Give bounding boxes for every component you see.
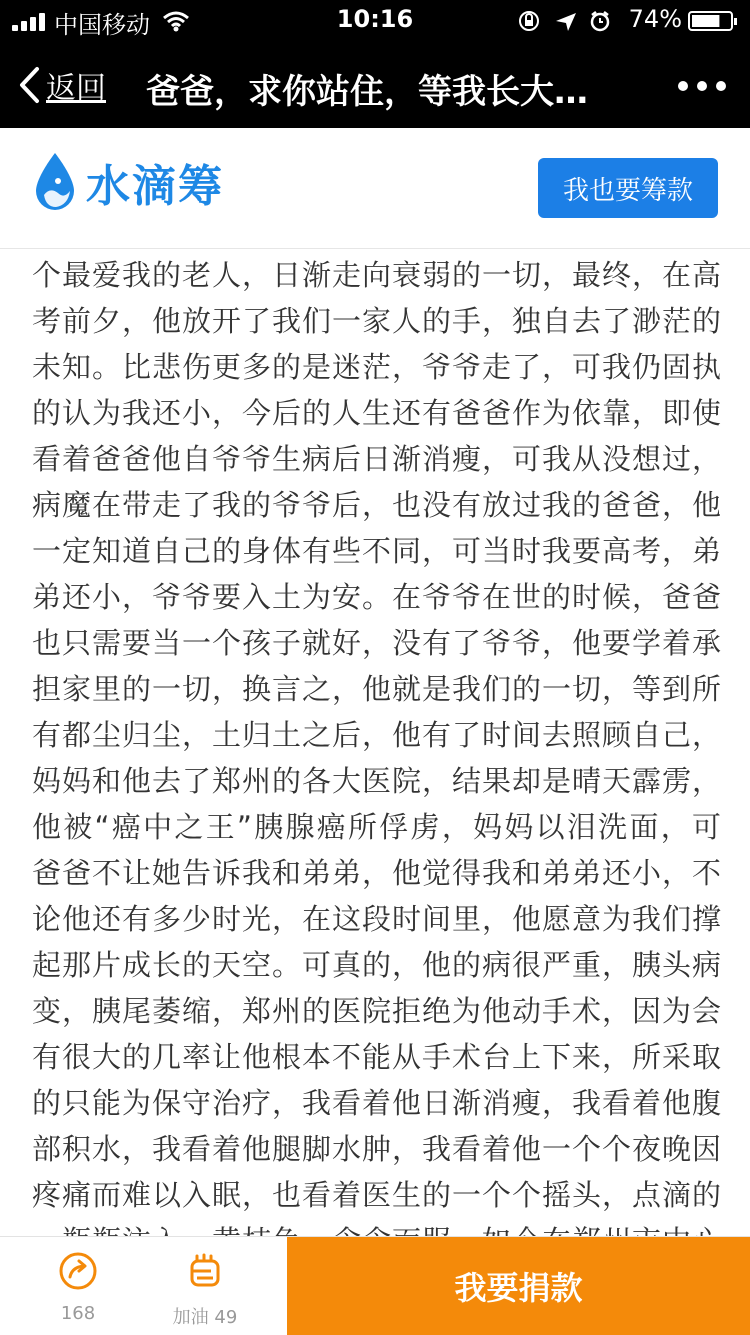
story-content: [32, 252, 722, 1236]
navigation-bar: [0, 42, 750, 128]
logo-text: 水滴筹: [86, 161, 224, 212]
cheer-label: 加油 49: [172, 1307, 238, 1328]
top-bar: [0, 0, 750, 128]
chevron-left-icon: [18, 66, 40, 104]
story-text: 个最爱我的老人，日渐走向衰弱的一切，最终，在高考前夕，他放开了我们一家人的手，独自去了渺茫的未知。比悲伤更多的是迷茫，爷爷走了，可我仍固执的认为我还小，今后的人生还有爸爸作为依靠，即使看着爸爸他自爷爷生病后日渐消瘦，可我从没想过，病魔在带走了我的爷爷后，也没有放过我的爸爸，他一定知道自己的身体有些不同，可当时我要高考，弟弟还小，爷爷要入土为安。在爷爷在世的时候，爸爸也只需要当一个孩子就好，没有了爷爷，他要学着承担家里的一切，换言之，他就是我们的一切，等到所有都尘归尘，土归土之后，他有了时间去照顾自己，妈妈和他去了郑州的各大医院，结果却是晴天霹雳，他被“癌中之王”胰腺癌所俘虏，妈妈以泪洗面，可爸爸不让她告诉我和弟弟，他觉得我和弟弟还小，不论他还有多少时光，在这段时间里，他愿意为我们撑起那片成长的天空。可真的，他的病很严重，胰头病变，胰尾萎缩，郑州的医院拒绝为他动手术，因为会有很大的几率让他根本不能从手术台上下来，所采取的只能为保守治疗，我看着他日渐消瘦，我看着他腹部积水，我看着他腿脚水肿，我看着他一个个夜晚因疼痛而难以入眠，也看着医生的一个个摇头，点滴的: [32, 258, 723, 1212]
carrier-label: 中国移动: [54, 11, 150, 39]
start-fundraising-button[interactable]: 我也要筹款: [538, 158, 718, 218]
clock: 10:16: [336, 5, 414, 33]
alarm-icon: [592, 12, 608, 30]
dot-icon: [716, 81, 726, 91]
status-icons: [518, 9, 618, 33]
back-button[interactable]: [18, 62, 106, 108]
dot-icon: [697, 81, 707, 91]
bottom-action-bar: [0, 1236, 750, 1335]
fist-icon: [185, 1251, 225, 1291]
donate-button[interactable]: 我要捐款: [287, 1237, 750, 1335]
back-label: 返回: [46, 71, 106, 106]
status-bar: [0, 0, 750, 42]
rotation-lock-icon: [520, 12, 538, 30]
dot-icon: [678, 81, 688, 91]
water-drop-icon: [32, 151, 78, 213]
battery-icon: [688, 10, 738, 32]
battery-percentage: 74%: [628, 5, 682, 33]
share-button[interactable]: [40, 1251, 116, 1331]
site-header: [0, 128, 750, 249]
cheer-button[interactable]: [160, 1251, 250, 1331]
more-menu-button[interactable]: [678, 76, 726, 96]
share-icon: [58, 1251, 98, 1291]
logo[interactable]: [32, 150, 224, 214]
share-count: 168: [60, 1303, 96, 1324]
page-title: 爸爸，求你站住，等我长大…: [146, 72, 588, 112]
location-icon: [556, 13, 576, 31]
